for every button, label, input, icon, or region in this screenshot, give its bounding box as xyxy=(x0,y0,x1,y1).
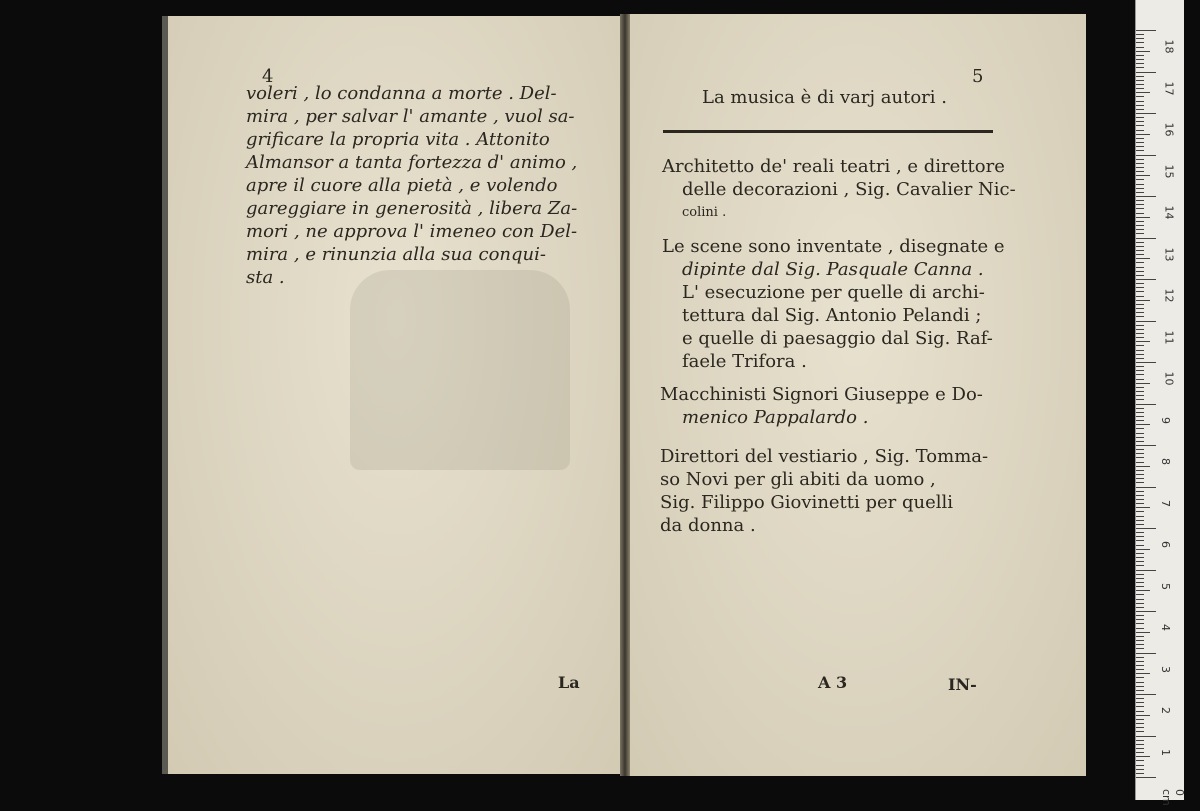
ruler-tick xyxy=(1136,121,1144,122)
ruler-tick xyxy=(1136,433,1144,434)
ruler-tick xyxy=(1136,653,1156,654)
ruler-tick xyxy=(1136,578,1144,579)
ruler-tick xyxy=(1136,719,1144,720)
ruler-tick xyxy=(1136,698,1144,699)
para-line: delle decorazioni , Sig. Cavalier Nic- xyxy=(682,179,1016,200)
ruler-tick xyxy=(1136,225,1144,226)
left-line: Almansor a tanta fortezza d' animo , xyxy=(246,152,578,173)
ruler-tick xyxy=(1136,553,1144,554)
ruler-tick xyxy=(1136,462,1144,463)
ruler-tick xyxy=(1136,34,1144,35)
ruler-tick xyxy=(1136,192,1144,193)
ruler-tick xyxy=(1136,155,1156,156)
ruler-tick xyxy=(1136,686,1144,687)
ruler-tick xyxy=(1136,611,1156,612)
left-line: apre il cuore alla pietà , e volendo xyxy=(246,175,558,196)
para-line: e quelle di paesaggio dal Sig. Raf- xyxy=(682,328,993,349)
ruler-tick xyxy=(1136,370,1144,371)
book-gutter xyxy=(620,14,630,776)
ruler-tick xyxy=(1136,312,1144,313)
para-line: tettura dal Sig. Antonio Pelandi ; xyxy=(682,305,982,326)
ruler-tick xyxy=(1136,329,1144,330)
ruler-number: 1 xyxy=(1159,748,1172,756)
para-line: da donna . xyxy=(660,515,756,536)
para-line: dipinte dal Sig. Pasquale Canna . xyxy=(682,259,984,280)
ruler-tick xyxy=(1136,92,1150,93)
measurement-ruler xyxy=(1135,0,1186,806)
ruler-tick xyxy=(1136,545,1144,546)
ruler-tick xyxy=(1136,208,1144,209)
ruler-tick xyxy=(1136,561,1144,562)
left-line: mira , per salvar l' amante , vuol sa- xyxy=(246,106,575,127)
ruler-tick xyxy=(1136,769,1144,770)
right-page-number: 5 xyxy=(972,66,984,87)
ruler-tick xyxy=(1136,690,1144,691)
ruler-number: 16 xyxy=(1162,122,1176,137)
ruler-tick xyxy=(1136,536,1144,537)
ruler-number: 3 xyxy=(1159,665,1172,673)
ruler-tick xyxy=(1136,204,1144,205)
ruler-number: 7 xyxy=(1159,499,1172,507)
ruler-tick xyxy=(1136,63,1144,64)
ruler-tick xyxy=(1136,188,1144,189)
ruler-tick xyxy=(1136,540,1144,541)
ruler-tick xyxy=(1136,254,1144,255)
ruler-tick xyxy=(1136,715,1150,716)
ruler-tick xyxy=(1136,594,1144,595)
para-line: Le scene sono inventate , disegnate e xyxy=(662,236,1005,257)
ruler-tick xyxy=(1136,752,1144,753)
ruler-tick xyxy=(1136,345,1144,346)
ruler-tick xyxy=(1136,408,1144,409)
ruler-tick xyxy=(1136,511,1144,512)
ruler-tick xyxy=(1136,354,1144,355)
signature-mark: A 3 xyxy=(818,673,848,692)
para-line: Architetto de' reali teatri , e direttore xyxy=(662,156,1005,177)
ruler-tick xyxy=(1136,42,1144,43)
ruler-tick xyxy=(1136,590,1150,591)
ruler-tick xyxy=(1136,657,1144,658)
ruler-tick xyxy=(1136,777,1156,778)
ruler-tick xyxy=(1136,694,1156,695)
ruler-tick xyxy=(1136,565,1144,566)
ruler-tick xyxy=(1136,449,1144,450)
ruler-tick xyxy=(1136,258,1150,259)
ruler-tick xyxy=(1136,138,1144,139)
ruler-tick xyxy=(1136,304,1144,305)
ruler-number: 4 xyxy=(1159,624,1172,631)
ruler-tick xyxy=(1136,246,1144,247)
ruler-tick xyxy=(1136,271,1144,272)
ruler-tick xyxy=(1136,765,1144,766)
ruler-tick xyxy=(1136,636,1144,637)
ruler-tick xyxy=(1136,665,1144,666)
ruler-tick xyxy=(1136,420,1144,421)
ruler-tick xyxy=(1136,275,1144,276)
ruler-tick xyxy=(1136,474,1144,475)
ruler-tick xyxy=(1136,428,1144,429)
ruler-tick xyxy=(1136,661,1144,662)
ruler-tick xyxy=(1136,325,1144,326)
horizontal-rule xyxy=(663,130,993,133)
ruler-number: 17 xyxy=(1162,81,1176,95)
left-line: mira , e rinunzia alla sua conqui- xyxy=(246,244,546,265)
ruler-number: 13 xyxy=(1162,247,1176,261)
ruler-tick xyxy=(1136,586,1144,587)
ruler-tick xyxy=(1136,113,1156,114)
para-line: Macchinisti Signori Giuseppe e Do- xyxy=(660,384,983,405)
ruler-tick xyxy=(1136,213,1144,214)
ruler-number: 6 xyxy=(1159,541,1172,548)
ruler-tick xyxy=(1136,424,1150,425)
ruler-tick xyxy=(1136,619,1144,620)
ruler-tick xyxy=(1136,51,1150,52)
ruler-tick xyxy=(1136,296,1144,297)
ruler-tick xyxy=(1136,238,1156,239)
ruler-tick xyxy=(1136,457,1144,458)
ruler-tick xyxy=(1136,321,1156,322)
ruler-tick xyxy=(1136,38,1144,39)
ruler-tick xyxy=(1136,507,1150,508)
ruler-tick xyxy=(1136,682,1144,683)
ruler-tick xyxy=(1136,130,1144,131)
ruler-tick xyxy=(1136,706,1144,707)
ruler-number: 11 xyxy=(1162,330,1176,344)
ruler-tick xyxy=(1136,711,1144,712)
ruler-tick xyxy=(1136,146,1144,147)
ruler-tick xyxy=(1136,229,1144,230)
ruler-tick xyxy=(1136,582,1144,583)
ruler-tick xyxy=(1136,599,1144,600)
left-line: grificare la propria vita . Attonito xyxy=(246,129,550,150)
ruler-tick xyxy=(1136,760,1144,761)
ruler-tick xyxy=(1136,399,1144,400)
ruler-tick xyxy=(1136,267,1144,268)
ruler-number: 15 xyxy=(1162,164,1176,178)
ruler-tick xyxy=(1136,88,1144,89)
ruler-tick xyxy=(1136,341,1150,342)
heading-line: La musica è di varj autori . xyxy=(702,87,947,108)
ruler-tick xyxy=(1136,350,1144,351)
ruler-tick xyxy=(1136,499,1144,500)
ruler-tick xyxy=(1136,179,1144,180)
ruler-tick xyxy=(1136,744,1144,745)
ruler-tick xyxy=(1136,80,1144,81)
ruler-tick xyxy=(1136,175,1150,176)
ruler-tick xyxy=(1136,669,1144,670)
ruler-number: 9 xyxy=(1159,416,1172,424)
ruler-tick xyxy=(1136,109,1144,110)
ruler-tick xyxy=(1136,55,1144,56)
ruler-tick xyxy=(1136,105,1144,106)
ruler-tick xyxy=(1136,482,1144,483)
ruler-tick xyxy=(1136,549,1150,550)
ruler-tick xyxy=(1136,283,1144,284)
ruler-tick xyxy=(1136,250,1144,251)
para-line: colini . xyxy=(682,205,727,220)
para-line: Direttori del vestiario , Sig. Tomma- xyxy=(660,446,989,467)
ruler-number: 14 xyxy=(1162,205,1176,220)
ruler-tick xyxy=(1136,67,1144,68)
ruler-tick xyxy=(1136,773,1144,774)
ruler-tick xyxy=(1136,101,1144,102)
ruler-tick xyxy=(1136,603,1144,604)
ruler-tick xyxy=(1136,391,1144,392)
right-catchword: IN- xyxy=(948,675,977,694)
bleed-through-stamp xyxy=(350,270,570,470)
ruler-tick xyxy=(1136,470,1144,471)
ruler-tick xyxy=(1136,404,1156,405)
ruler-tick xyxy=(1136,308,1144,309)
ruler-tick xyxy=(1136,632,1150,633)
ruler-tick xyxy=(1136,374,1144,375)
left-line: sta . xyxy=(246,267,285,288)
left-line: mori , ne approva l' imeneo con Del- xyxy=(246,221,578,242)
left-page-number: 4 xyxy=(262,66,274,87)
ruler-tick xyxy=(1136,30,1156,31)
ruler-tick xyxy=(1136,150,1144,151)
ruler-tick xyxy=(1136,366,1144,367)
ruler-tick xyxy=(1136,723,1144,724)
ruler-tick xyxy=(1136,628,1144,629)
ruler-tick xyxy=(1136,503,1144,504)
ruler-tick xyxy=(1136,59,1144,60)
ruler-number: 2 xyxy=(1159,707,1172,714)
ruler-tick xyxy=(1136,445,1156,446)
ruler-tick xyxy=(1136,412,1144,413)
ruler-number: 5 xyxy=(1159,582,1172,590)
ruler-tick xyxy=(1136,171,1144,172)
ruler-number: 0 cm xyxy=(1160,789,1186,806)
para-line: faele Trifora . xyxy=(682,351,807,372)
ruler-tick xyxy=(1136,648,1144,649)
ruler-tick xyxy=(1136,441,1144,442)
ruler-tick xyxy=(1136,291,1144,292)
ruler-tick xyxy=(1136,167,1144,168)
ruler-tick xyxy=(1136,640,1144,641)
ruler-tick xyxy=(1136,495,1144,496)
para-line: so Novi per gli abiti da uomo , xyxy=(660,469,936,490)
ruler-tick xyxy=(1136,677,1144,678)
ruler-tick xyxy=(1136,163,1144,164)
ruler-tick xyxy=(1136,262,1144,263)
ruler-tick xyxy=(1136,478,1144,479)
ruler-tick xyxy=(1136,184,1144,185)
ruler-tick xyxy=(1136,233,1144,234)
ruler-tick xyxy=(1136,337,1144,338)
ruler-tick xyxy=(1136,702,1144,703)
ruler-tick xyxy=(1136,524,1144,525)
ruler-tick xyxy=(1136,159,1144,160)
ruler-tick xyxy=(1136,740,1144,741)
ruler-tick xyxy=(1136,134,1150,135)
ruler-tick xyxy=(1136,437,1144,438)
ruler-tick xyxy=(1136,221,1144,222)
ruler-tick xyxy=(1136,379,1144,380)
ruler-number: 12 xyxy=(1162,288,1176,303)
ruler-number: 8 xyxy=(1159,458,1172,465)
ruler-tick xyxy=(1136,516,1144,517)
ruler-tick xyxy=(1136,217,1150,218)
ruler-tick xyxy=(1136,570,1156,571)
left-line: gareggiare in generosità , libera Za- xyxy=(246,198,578,219)
ruler-tick xyxy=(1136,466,1150,467)
ruler-tick xyxy=(1136,242,1144,243)
ruler-tick xyxy=(1136,532,1144,533)
ruler-tick xyxy=(1136,574,1144,575)
ruler-tick xyxy=(1136,196,1156,197)
ruler-tick xyxy=(1136,362,1156,363)
ruler-tick xyxy=(1136,96,1144,97)
ruler-tick xyxy=(1136,487,1156,488)
ruler-tick xyxy=(1136,453,1144,454)
para-line: menico Pappalardo . xyxy=(682,407,869,428)
para-line: L' esecuzione per quelle di archi- xyxy=(682,282,985,303)
left-catchword: La xyxy=(558,673,580,692)
ruler-tick xyxy=(1136,615,1144,616)
ruler-tick xyxy=(1136,623,1144,624)
ruler-tick xyxy=(1136,47,1144,48)
ruler-tick xyxy=(1136,72,1156,73)
ruler-tick xyxy=(1136,76,1144,77)
para-line: Sig. Filippo Giovinetti per quelli xyxy=(660,492,954,513)
ruler-tick xyxy=(1136,125,1144,126)
ruler-number: 18 xyxy=(1162,39,1176,54)
ruler-tick xyxy=(1136,748,1144,749)
ruler-tick xyxy=(1136,491,1144,492)
ruler-tick xyxy=(1136,358,1144,359)
ruler-tick xyxy=(1136,416,1144,417)
ruler-tick xyxy=(1136,557,1144,558)
left-line: voleri , lo condanna a morte . Del- xyxy=(246,83,557,104)
ruler-tick xyxy=(1136,528,1156,529)
ruler-tick xyxy=(1136,200,1144,201)
ruler-tick xyxy=(1136,383,1150,384)
ruler-tick xyxy=(1136,736,1156,737)
ruler-tick xyxy=(1136,142,1144,143)
ruler-tick xyxy=(1136,84,1144,85)
ruler-tick xyxy=(1136,287,1144,288)
ruler-tick xyxy=(1136,731,1144,732)
ruler-tick xyxy=(1136,395,1144,396)
ruler-tick xyxy=(1136,756,1150,757)
ruler-tick xyxy=(1136,117,1144,118)
ruler-tick xyxy=(1136,673,1150,674)
ruler-tick xyxy=(1136,644,1144,645)
ruler-tick xyxy=(1136,279,1156,280)
ruler-tick xyxy=(1136,387,1144,388)
ruler-tick xyxy=(1136,333,1144,334)
ruler-tick xyxy=(1136,300,1150,301)
ruler-tick xyxy=(1136,520,1144,521)
ruler-number: 10 xyxy=(1162,371,1176,386)
ruler-tick xyxy=(1136,316,1144,317)
ruler-tick xyxy=(1136,607,1144,608)
ruler-tick xyxy=(1136,727,1144,728)
